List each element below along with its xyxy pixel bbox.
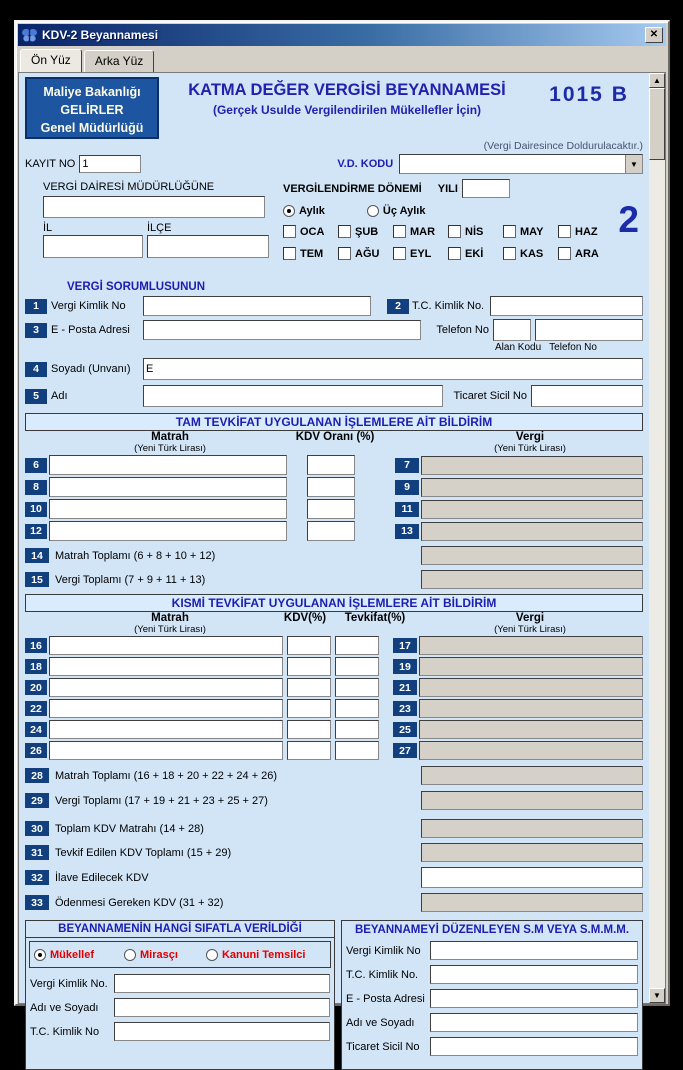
telefon-label: Telefon No xyxy=(436,324,489,336)
close-icon[interactable]: ✕ xyxy=(645,27,663,43)
butterfly-icon xyxy=(21,28,38,43)
row-num-17: 17 xyxy=(393,638,417,653)
matrah-10-input[interactable] xyxy=(49,499,287,519)
vergi-11-field xyxy=(421,500,643,519)
scroll-up-icon[interactable]: ▲ xyxy=(649,73,665,88)
kayit-no-input[interactable] xyxy=(79,155,141,173)
mirasci-radio[interactable] xyxy=(124,949,136,961)
window-title: KDV-2 Beyannamesi xyxy=(42,28,159,42)
form-code: 1015 B xyxy=(549,83,629,106)
kdv-8-input[interactable] xyxy=(307,477,355,497)
table-row xyxy=(25,699,643,718)
vd-kodu-combobox[interactable] xyxy=(399,154,643,174)
month-haz-checkbox[interactable] xyxy=(558,225,571,238)
ticaret-sicil-input[interactable] xyxy=(531,385,643,407)
tam-total-matrah-label: Matrah Toplamı (6 + 8 + 10 + 12) xyxy=(55,549,216,562)
yili-label: YILI xyxy=(437,182,458,195)
br-vergi-kimlik-input[interactable] xyxy=(430,941,638,960)
row-num-28: 28 xyxy=(25,768,49,783)
soyadi-label: Soyadı (Unvanı) xyxy=(51,363,131,375)
matrah-18-input[interactable] xyxy=(49,657,283,676)
row-num-23: 23 xyxy=(393,701,417,716)
tc-kimlik-label: T.C. Kimlik No. xyxy=(412,300,485,312)
scroll-down-icon[interactable]: ▼ xyxy=(649,988,665,1003)
kismi-col-matrah: Matrah xyxy=(151,612,189,624)
il-input[interactable] xyxy=(43,235,143,258)
tam-col-kdv: KDV Oranı (%) xyxy=(295,431,375,443)
row-num-21: 21 xyxy=(393,680,417,695)
adi-input[interactable] xyxy=(143,385,443,407)
kismi-column-headers xyxy=(25,612,643,636)
vergi-kimlik-label: Vergi Kimlik No xyxy=(51,300,126,312)
ilce-label: İLÇE xyxy=(147,222,172,234)
month-kas-label: KAS xyxy=(520,247,544,260)
row-num-13: 13 xyxy=(395,524,419,539)
kismi-section-title: KISMİ TEVKİFAT UYGULANAN İŞLEMLERE AİT BİLDİRİM xyxy=(171,596,497,610)
table-row xyxy=(25,455,643,475)
duzenleyen-panel xyxy=(341,920,643,1070)
yili-input[interactable] xyxy=(462,179,510,198)
month-ara-label: ARA xyxy=(575,247,599,260)
row-num-19: 19 xyxy=(393,659,417,674)
month-agu-label: AĞU xyxy=(355,247,380,260)
kayit-no-label: KAYIT NO xyxy=(25,158,76,170)
kdv-12-input[interactable] xyxy=(307,521,355,541)
kismi-total-vergi-row xyxy=(25,791,643,810)
br-field-label-1: T.C. Kimlik No. xyxy=(346,968,419,981)
tam-section-header xyxy=(25,413,643,431)
summary-label-33: Ödenmesi Gereken KDV (31 + 32) xyxy=(55,896,224,909)
tam-column-headers xyxy=(25,431,643,455)
page-number: 2 xyxy=(618,199,639,240)
eposta-input[interactable] xyxy=(143,320,421,340)
kanuni-radio[interactable] xyxy=(206,949,218,961)
month-may-checkbox[interactable] xyxy=(503,225,516,238)
matrah-8-input[interactable] xyxy=(49,477,287,497)
br-field-label-0: Vergi Kimlik No xyxy=(346,944,421,957)
month-nis-checkbox[interactable] xyxy=(448,225,461,238)
vergi-25-field xyxy=(419,720,643,739)
tam-section-title: TAM TEVKİFAT UYGULANAN İŞLEMLERE AİT BİLDİRİM xyxy=(175,415,493,429)
tevkifat-16-input[interactable] xyxy=(335,636,379,655)
month-nis-label: NİS xyxy=(465,225,484,238)
form-title: KATMA DEĞER VERGİSİ BEYANNAMESİ xyxy=(188,81,506,99)
summary-row-30 xyxy=(25,819,643,838)
duzenleyen-panel-title: BEYANNAMEYİ DÜZENLEYEN S.M VEYA S.M.M.M. xyxy=(354,923,630,936)
vertical-scrollbar[interactable] xyxy=(649,73,665,1003)
row-num-33: 33 xyxy=(25,895,49,910)
kismi-total-vergi-field xyxy=(421,791,643,810)
tevkifat-24-input[interactable] xyxy=(335,720,379,739)
vergi-dairesi-label: VERGİ DAİRESİ MÜDÜRLÜĞÜNE xyxy=(43,181,215,193)
month-oca-label: OCA xyxy=(300,225,325,238)
bl-field-label-0: Vergi Kimlik No. xyxy=(30,977,108,990)
tam-col-vergi-sub: (Yeni Türk Lirası) xyxy=(494,443,566,454)
kismi-col-vergi-sub: (Yeni Türk Lirası) xyxy=(494,624,566,635)
alan-kodu-sublabel: Alan Kodu xyxy=(495,342,542,353)
month-sub-checkbox[interactable] xyxy=(338,225,351,238)
ilave-kdv-input[interactable] xyxy=(421,867,643,888)
vergi-7-field xyxy=(421,456,643,475)
row-num-26: 26 xyxy=(25,743,47,758)
period-block xyxy=(25,177,643,277)
vergi-9-field xyxy=(421,478,643,497)
vergi-17-field xyxy=(419,636,643,655)
tam-col-vergi: Vergi xyxy=(515,431,545,443)
kdv-6-input[interactable] xyxy=(307,455,355,475)
month-tem-label: TEM xyxy=(300,247,324,260)
bl-tc-kimlik-input[interactable] xyxy=(114,1022,330,1041)
kdv-22-input[interactable] xyxy=(287,699,331,718)
form-panel xyxy=(18,72,666,1053)
field-num-3: 3 xyxy=(25,323,47,338)
month-agu-checkbox[interactable] xyxy=(338,247,351,260)
summary-field-31 xyxy=(421,843,643,862)
tam-col-matrah-sub: (Yeni Türk Lirası) xyxy=(134,443,206,454)
row-num-30: 30 xyxy=(25,821,49,836)
vergi-13-field xyxy=(421,522,643,541)
field-num-5: 5 xyxy=(25,389,47,404)
il-label: İL xyxy=(43,222,53,234)
row-num-14: 14 xyxy=(25,548,49,563)
row-num-6: 6 xyxy=(25,458,47,473)
alan-kodu-input[interactable] xyxy=(493,319,531,341)
vergi-21-field xyxy=(419,678,643,697)
tam-col-matrah: Matrah xyxy=(151,431,189,443)
month-kas-checkbox[interactable] xyxy=(503,247,516,260)
vd-kodu-value xyxy=(400,155,625,173)
tevkifat-20-input[interactable] xyxy=(335,678,379,697)
row-num-16: 16 xyxy=(25,638,47,653)
form-header xyxy=(25,77,643,139)
tc-kimlik-input[interactable] xyxy=(490,296,643,316)
uc-aylik-label: Üç Aylık xyxy=(382,205,426,217)
scrollbar-thumb[interactable] xyxy=(649,88,665,160)
month-mar-checkbox[interactable] xyxy=(393,225,406,238)
row-num-20: 20 xyxy=(25,680,47,695)
bl-adi-soyadi-input[interactable] xyxy=(114,998,330,1017)
form-subtitle: (Gerçek Usulde Vergilendirilen Mükellefler İçin) xyxy=(212,103,482,117)
kismi-col-matrah-sub: (Yeni Türk Lirası) xyxy=(134,624,206,635)
month-eyl-checkbox[interactable] xyxy=(393,247,406,260)
field-num-1: 1 xyxy=(25,299,47,314)
vd-kodu-label: V.D. KODU xyxy=(337,158,394,170)
field-num-2: 2 xyxy=(387,299,409,314)
summary-label-30: Toplam KDV Matrahı (14 + 28) xyxy=(55,822,204,835)
month-ara-checkbox[interactable] xyxy=(558,247,571,260)
kdv-10-input[interactable] xyxy=(307,499,355,519)
br-ticaret-sicil-input[interactable] xyxy=(430,1037,638,1056)
agency-line2: GELİRLER xyxy=(60,103,124,118)
vergi-19-field xyxy=(419,657,643,676)
aylik-label: Aylık xyxy=(299,205,325,217)
br-tc-kimlik-input[interactable] xyxy=(430,965,638,984)
uc-aylik-radio[interactable] xyxy=(367,205,379,217)
mirasci-label: Mirasçı xyxy=(140,948,178,961)
month-mar-label: MAR xyxy=(410,225,436,238)
app-window xyxy=(14,20,670,1053)
adi-label: Adı xyxy=(51,390,68,402)
telefon-sublabel: Telefon No xyxy=(549,342,597,353)
tam-total-vergi-row xyxy=(25,570,643,589)
row-num-18: 18 xyxy=(25,659,47,674)
telefon-input[interactable] xyxy=(535,319,643,341)
br-field-label-3: Adı ve Soyadı xyxy=(346,1016,415,1029)
agency-line1: Maliye Bakanlığı xyxy=(43,85,141,99)
table-row xyxy=(25,720,643,739)
row-num-10: 10 xyxy=(25,502,47,517)
kismi-col-tevkifat: Tevkifat(%) xyxy=(344,612,406,624)
kismi-col-kdv: KDV(%) xyxy=(283,612,327,624)
title-bar[interactable] xyxy=(18,24,666,46)
sifat-panel-title: BEYANNAMENİN HANGİ SIFATLA VERİLDİĞİ xyxy=(58,923,302,935)
tam-total-vergi-label: Vergi Toplamı (7 + 9 + 11 + 13) xyxy=(55,573,206,586)
sifat-radio-group xyxy=(29,941,331,968)
br-field-label-2: E - Posta Adresi xyxy=(346,992,425,1005)
kanuni-label: Kanuni Temsilci xyxy=(221,948,306,961)
vergi-23-field xyxy=(419,699,643,718)
sorumlu-section-label: VERGİ SORUMLUSUNUN xyxy=(67,281,206,293)
month-haz-label: HAZ xyxy=(575,225,598,238)
agency-line3: Genel Müdürlüğü xyxy=(40,121,144,136)
kismi-total-matrah-field xyxy=(421,766,643,785)
donem-label: VERGİLENDİRME DÖNEMİ xyxy=(283,182,422,195)
row-num-11: 11 xyxy=(395,502,419,517)
kismi-section-header xyxy=(25,594,643,612)
summary-field-30 xyxy=(421,819,643,838)
table-row xyxy=(25,657,643,676)
eposta-label: E - Posta Adresi xyxy=(51,324,130,336)
summary-field-33 xyxy=(421,893,643,912)
kdv-26-input[interactable] xyxy=(287,741,331,760)
row-num-29: 29 xyxy=(25,793,49,808)
table-row xyxy=(25,741,643,760)
kismi-col-vergi: Vergi xyxy=(515,612,545,624)
summary-row-32 xyxy=(25,867,643,888)
br-adi-soyadi-input[interactable] xyxy=(430,1013,638,1032)
matrah-22-input[interactable] xyxy=(49,699,283,718)
summary-row-33 xyxy=(25,893,643,912)
matrah-24-input[interactable] xyxy=(49,720,283,739)
mukellef-label: Mükellef xyxy=(50,948,95,961)
summary-label-32: İlave Edilecek KDV xyxy=(55,871,149,884)
row-num-24: 24 xyxy=(25,722,47,737)
row-num-22: 22 xyxy=(25,701,47,716)
tab-arka-yuz[interactable]: Arka Yüz xyxy=(84,50,154,72)
office-note: (Vergi Dairesince Doldurulacaktır.) xyxy=(483,140,643,152)
row-num-31: 31 xyxy=(25,845,49,860)
month-oca-checkbox[interactable] xyxy=(283,225,296,238)
soyadi-input[interactable] xyxy=(143,358,643,380)
summary-row-31 xyxy=(25,843,643,862)
tab-strip xyxy=(18,46,666,72)
matrah-12-input[interactable] xyxy=(49,521,287,541)
row-num-15: 15 xyxy=(25,572,49,587)
table-row xyxy=(25,636,643,655)
matrah-16-input[interactable] xyxy=(49,636,283,655)
month-sub-label: ŞUB xyxy=(355,225,379,238)
month-may-label: MAY xyxy=(520,225,544,238)
matrah-6-input[interactable] xyxy=(49,455,287,475)
table-row xyxy=(25,521,643,541)
tevkifat-26-input[interactable] xyxy=(335,741,379,760)
kismi-total-matrah-label: Matrah Toplamı (16 + 18 + 20 + 22 + 24 + 26) xyxy=(55,769,278,782)
table-row xyxy=(25,499,643,519)
row-num-27: 27 xyxy=(393,743,417,758)
kdv-20-input[interactable] xyxy=(287,678,331,697)
row-num-12: 12 xyxy=(25,524,47,539)
vergi-kimlik-input[interactable] xyxy=(143,296,371,316)
br-eposta-input[interactable] xyxy=(430,989,638,1008)
tab-on-yuz[interactable]: Ön Yüz xyxy=(20,49,82,73)
tam-total-matrah-field xyxy=(421,546,643,565)
row-num-25: 25 xyxy=(393,722,417,737)
sifat-panel xyxy=(25,920,335,1070)
aylik-radio[interactable] xyxy=(283,205,295,217)
br-field-label-4: Ticaret Sicil No xyxy=(346,1040,420,1053)
kismi-total-matrah-row xyxy=(25,766,643,785)
kdv-24-input[interactable] xyxy=(287,720,331,739)
kismi-total-vergi-label: Vergi Toplamı (17 + 19 + 21 + 23 + 25 + 27) xyxy=(55,794,268,807)
row-num-8: 8 xyxy=(25,480,47,495)
ticaret-sicil-label: Ticaret Sicil No xyxy=(453,390,527,402)
summary-label-31: Tevkif Edilen KDV Toplamı (15 + 29) xyxy=(55,846,232,859)
vergi-dairesi-input[interactable] xyxy=(43,196,265,218)
row-num-32: 32 xyxy=(25,870,49,885)
tevkifat-22-input[interactable] xyxy=(335,699,379,718)
field-num-4: 4 xyxy=(25,362,47,377)
ilce-input[interactable] xyxy=(147,235,269,258)
bl-vergi-kimlik-input[interactable] xyxy=(114,974,330,993)
mukellef-radio[interactable] xyxy=(34,949,46,961)
row-num-9: 9 xyxy=(395,480,419,495)
kdv-16-input[interactable] xyxy=(287,636,331,655)
table-row xyxy=(25,477,643,497)
kdv-18-input[interactable] xyxy=(287,657,331,676)
month-eki-checkbox[interactable] xyxy=(448,247,461,260)
agency-box xyxy=(25,77,159,139)
bl-field-label-1: Adı ve Soyadı xyxy=(30,1001,99,1014)
month-eki-label: EKİ xyxy=(465,247,484,260)
month-tem-checkbox[interactable] xyxy=(283,247,296,260)
table-row xyxy=(25,678,643,697)
matrah-20-input[interactable] xyxy=(49,678,283,697)
tam-total-vergi-field xyxy=(421,570,643,589)
month-eyl-label: EYL xyxy=(410,247,432,260)
matrah-26-input[interactable] xyxy=(49,741,283,760)
tam-total-matrah-row xyxy=(25,546,643,565)
row-num-7: 7 xyxy=(395,458,419,473)
dropdown-arrow-icon[interactable]: ▼ xyxy=(625,155,642,173)
tevkifat-18-input[interactable] xyxy=(335,657,379,676)
bl-field-label-2: T.C. Kimlik No xyxy=(30,1025,100,1038)
vergi-27-field xyxy=(419,741,643,760)
